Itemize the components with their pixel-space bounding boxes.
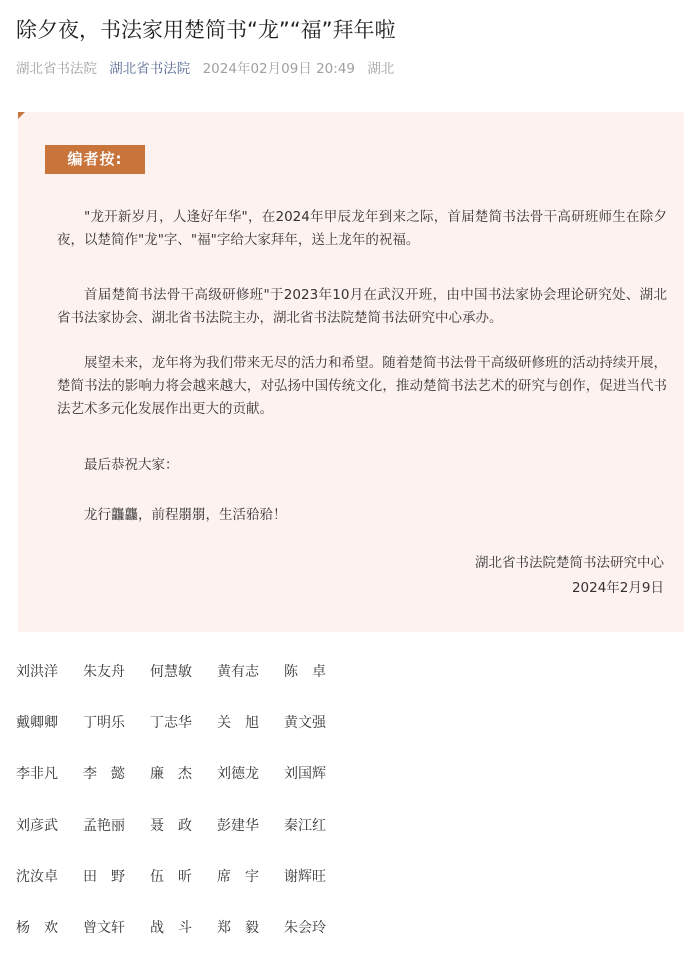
person-name: 陈 卓 [284, 664, 326, 680]
person-name: 聂 政 [150, 818, 192, 834]
corner-decoration [18, 112, 25, 119]
person-name: 谢辉旺 [284, 869, 326, 885]
person-name: 何慧敏 [150, 664, 192, 680]
person-name: 孟艳丽 [83, 818, 125, 834]
person-name: 丁明乐 [83, 715, 125, 731]
person-name: 彭建华 [217, 818, 259, 834]
person-name: 刘德龙 [217, 766, 259, 782]
account-link[interactable]: 湖北省书法院 [109, 61, 191, 77]
person-name: 郑 毅 [217, 920, 259, 936]
person-name: 曾文轩 [83, 920, 125, 936]
wish-text: 龙行龘龘，前程朤朤，生活𬌗𬌗！ [84, 507, 287, 523]
person-name: 秦江红 [284, 818, 326, 834]
person-name: 杨 欢 [16, 920, 58, 936]
editor-note-tag: 编者按: [45, 145, 145, 174]
person-name: 刘国辉 [284, 766, 326, 782]
person-name: 李 懿 [83, 766, 125, 782]
article-title: 除夕夜，书法家用楚简书“龙”“福”拜年啦 [16, 18, 396, 42]
person-name: 李非凡 [16, 766, 58, 782]
person-name: 田 野 [83, 869, 125, 885]
person-name: 朱会玲 [284, 920, 326, 936]
editor-note-paragraph-3: 展望未来，龙年将为我们带来无尽的活力和希望。随着楚简书法骨干高级研修班的活动持续开展，楚简书法的影响力将会越来越大，对弘扬中国传统文化，推动楚简书法艺术的研究与创作，促进当代书法艺术多元化发展作出更大的贡献。 [57, 355, 667, 417]
person-name: 关 旭 [217, 715, 259, 731]
person-name: 沈汝卓 [16, 869, 58, 885]
publish-datetime: 2024年02月09日 20:49 [202, 61, 356, 77]
person-name: 席 宇 [217, 869, 259, 885]
person-name: 黄文强 [284, 715, 326, 731]
person-name: 刘彦武 [16, 818, 58, 834]
signature-org: 湖北省书法院楚简书法研究中心 [475, 555, 664, 571]
person-name: 刘洪洋 [16, 664, 58, 680]
author-name: 湖北省书法院 [16, 61, 97, 77]
editor-note-paragraph-1: "龙开新岁月，人逢好年华"，在2024年甲辰龙年到来之际，首届楚简书法骨干高研班师生在除夕夜，以楚简作"龙"字、"福"字给大家拜年，送上龙年的祝福。 [57, 209, 667, 248]
publish-location: 湖北 [367, 61, 395, 77]
editor-note-box [18, 112, 684, 632]
signature-date: 2024年2月9日 [571, 580, 664, 596]
person-name: 廉 杰 [150, 766, 192, 782]
person-name: 伍 昕 [150, 869, 192, 885]
greeting-text: 最后恭祝大家： [84, 457, 179, 473]
person-name: 黄有志 [217, 664, 259, 680]
article-meta [16, 58, 402, 80]
person-name: 朱友舟 [83, 664, 125, 680]
person-name: 戴卿卿 [16, 715, 58, 731]
person-name: 丁志华 [150, 715, 192, 731]
editor-note-paragraph-2: 首届楚简书法骨干高级研修班"于2023年10月在武汉开班，由中国书法家协会理论研究处、湖北省书法家协会、湖北省书法院主办，湖北省书法院楚简书法研究中心承办。 [57, 287, 667, 326]
person-name: 战 斗 [150, 920, 192, 936]
